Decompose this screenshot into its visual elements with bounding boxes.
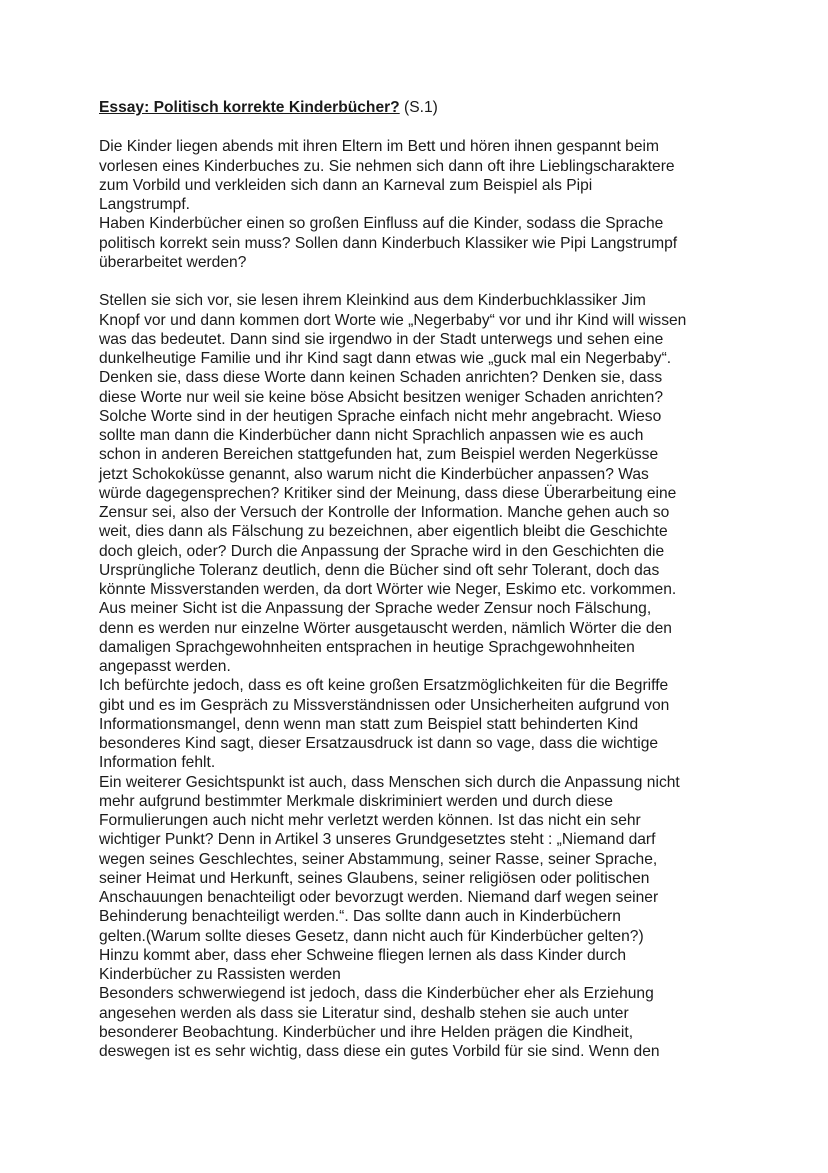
text-line: seiner Heimat und Herkunft, seines Glaubens, seiner religiösen oder politischen [99,869,650,887]
text-line: könnte Missverstanden werden, da dort Wörter wie Neger, Eskimo etc. vorkommen. [99,581,677,598]
page-reference: (S.1) [399,99,438,116]
text-line: Haben Kinderbücher einen so großen Einfluss auf die Kinder, sodass die Sprache [99,215,664,233]
text-line: politisch korrekt sein muss? Sollen dann Kinderbuch Klassiker wie Pipi Langstrumpf [99,234,678,252]
text-line: doch gleich, oder? Durch die Anpassung der Sprache wird in den Geschichten die [99,542,665,560]
text-line: denn es werden nur einzelne Wörter ausgetauscht werden, nämlich Wörter die den [99,619,672,637]
text-line: weit, dies dann als Fälschung zu bezeichnen, aber eigentlich bleibt die Geschichte [99,523,668,541]
text-line: Behinderung benachteiligt werden.“. Das sollte dann auch in Kinderbüchern [99,908,621,926]
text-line: gibt und es im Gespräch zu Missverständnissen oder Unsicherheiten aufgrund von [99,696,670,714]
paragraph [99,773,739,946]
text-line: vorlesen eines Kinderbuches zu. Sie nehmen sich dann oft ihre Lieblingscharaktere [99,157,675,175]
text-line: Information fehlt. [99,754,216,772]
text-line: Die Kinder liegen abends mit ihren Eltern im Bett und hören ihnen gespannt beim [99,138,659,156]
text-line: Stellen sie sich vor, sie lesen ihrem Kleinkind aus dem Kinderbuchklassiker Jim [99,292,646,310]
paragraph [99,291,739,676]
paragraph [99,137,739,214]
text-line: Aus meiner Sicht ist die Anpassung der Sprache weder Zensur noch Fälschung, [99,600,652,618]
text-line: wichtiger Punkt? Denn in Artikel 3 unseres Grundgesetztes steht : „Niemand darf [99,831,656,849]
text-line: angepasst werden. [99,658,231,675]
text-line: Zensur sei, also der Versuch der Kontrolle der Information. Manche gehen auch so [99,504,670,521]
text-line: Ein weiterer Gesichtspunkt ist auch, dass Menschen sich durch die Anpassung nicht [99,773,680,791]
text-line: würde dagegensprechen? Kritiker sind der Meinung, dass diese Überarbeitung eine [99,484,677,502]
paragraph [99,946,739,985]
essay-title-text: Essay: Politisch korrekte Kinderbücher? [99,99,400,116]
text-line: sollte man dann die Kinderbücher dann nicht Sprachlich anpassen wie es auch [99,427,644,444]
text-line: damaligen Sprachgewohnheiten entsprachen in heutige Sprachgewohnheiten [99,638,635,656]
text-line: wegen seines Geschlechtes, seiner Abstammung, seiner Rasse, seiner Sprache, [99,850,658,868]
text-line: Informationsmangel, denn wenn man statt zum Beispiel statt behinderten Kind [99,715,639,733]
text-line: zum Vorbild und verkleiden sich dann an Karneval zum Beispiel als Pipi [99,176,593,194]
essay-body [99,98,739,1061]
text-line: deswegen ist es sehr wichtig, dass diese ein gutes Vorbild für sie sind. Wenn den [99,1043,660,1060]
text-line: Formulierungen auch nicht mehr verletzt werden können. Ist das nicht ein sehr [99,812,641,829]
essay-title [99,98,739,117]
paragraph [99,984,739,1061]
text-line: besonderer Beobachtung. Kinderbücher und ihre Helden prägen die Kindheit, [99,1023,634,1041]
text-line: gelten.(Warum sollte dieses Gesetz, dann nicht auch für Kinderbücher gelten?) [99,927,644,945]
text-line: Kinderbücher zu Rassisten werden [99,966,341,983]
text-line: Besonders schwerwiegend ist jedoch, dass die Kinderbücher eher als Erziehung [99,985,654,1003]
paragraph-gap [99,272,739,291]
text-line: Ich befürchte jedoch, dass es oft keine großen Ersatzmöglichkeiten für die Begriffe [99,677,669,695]
text-line: diese Worte nur weil sie keine böse Absicht besitzen weniger Schaden anrichten? [99,388,664,406]
text-line: mehr aufgrund bestimmter Merkmale diskriminiert werden und durch diese [99,792,613,810]
text-line: besonderes Kind sagt, dieser Ersatzausdruck ist dann so vage, dass die wichtige [99,735,659,752]
text-line: überarbeitet werden? [99,253,247,271]
paragraph [99,676,739,772]
text-line: was das bedeutet. Dann sind sie irgendwo in der Stadt unterwegs und sehen eine [99,330,664,348]
text-line: Langstrumpf. [99,196,191,213]
paragraph [99,214,739,272]
text-line: Hinzu kommt aber, dass eher Schweine fliegen lernen als dass Kinder durch [99,946,627,964]
text-line: Knopf vor und dann kommen dort Worte wie „Negerbaby“ vor und ihr Kind will wissen [99,311,687,329]
text-line: jetzt Schokoküsse genannt, also warum nicht die Kinderbücher anpassen? Was [99,465,649,483]
text-line: schon in anderen Bereichen stattgefunden hat, zum Beispiel werden Negerküsse [99,446,659,464]
text-line: Anschauungen benachteiligt oder bevorzugt werden. Niemand darf wegen seiner [99,889,659,906]
text-line: Solche Worte sind in der heutigen Sprache einfach nicht mehr angebracht. Wieso [99,407,662,425]
text-line: dunkelheutige Familie und ihr Kind sagt dann etwas wie „guck mal ein Negerbaby“. [99,350,672,367]
text-line: angesehen werden als dass sie Literatur sind, deshalb stehen sie auch unter [99,1004,629,1022]
text-line: Denken sie, dass diese Worte dann keinen Schaden anrichten? Denken sie, dass [99,369,663,387]
essay-paragraphs [99,137,739,1061]
text-line: Ursprüngliche Toleranz deutlich, denn die Bücher sind oft sehr Tolerant, doch das [99,561,660,579]
